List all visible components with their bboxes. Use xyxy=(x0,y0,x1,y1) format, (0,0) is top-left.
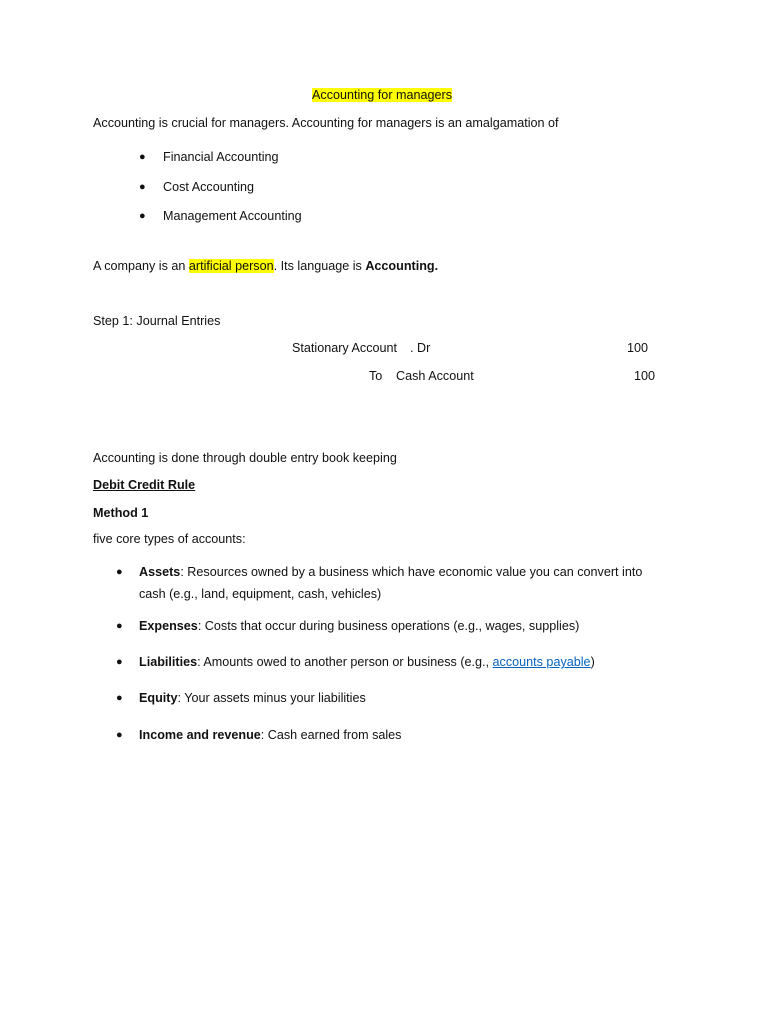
list-item xyxy=(139,728,401,744)
rule-heading: Debit Credit Rule xyxy=(93,478,196,492)
credit-amount: 100 xyxy=(634,369,656,383)
bullet-icon: ● xyxy=(116,656,123,668)
account-term: Assets xyxy=(139,565,181,579)
account-description-end: ) xyxy=(590,655,595,669)
account-term: Equity xyxy=(139,691,178,705)
company-text-middle: . Its language is xyxy=(273,259,366,273)
company-sentence xyxy=(93,259,438,275)
account-description: : Amounts owed to another person or business (e.g., xyxy=(197,655,493,669)
bullet-icon: ● xyxy=(116,729,123,741)
account-term: Liabilities xyxy=(139,655,198,669)
account-description: : Resources owned by a business which have economic value you can convert into xyxy=(180,565,643,579)
method-heading: Method 1 xyxy=(93,506,149,520)
account-term: Expenses xyxy=(139,619,198,633)
bullet-icon: ● xyxy=(116,566,123,578)
highlighted-term: artificial person xyxy=(188,259,274,273)
step-heading: Step 1: Journal Entries xyxy=(93,314,221,328)
account-description: : Your assets minus your liabilities xyxy=(177,691,366,705)
document-title xyxy=(312,88,452,104)
accounts-payable-link[interactable]: accounts payable xyxy=(492,655,591,669)
intro-paragraph: Accounting is crucial for managers. Accounting for managers is an amalgamation of xyxy=(93,116,559,130)
list-item: Cost Accounting xyxy=(163,180,255,194)
bullet-icon: ● xyxy=(116,620,123,632)
list-item: Management Accounting xyxy=(163,209,302,223)
title-text: Accounting for managers xyxy=(312,88,453,102)
types-intro: five core types of accounts: xyxy=(93,532,246,546)
list-item xyxy=(139,655,595,671)
to-label: To xyxy=(369,369,383,383)
bullet-icon: ● xyxy=(139,210,146,222)
list-item xyxy=(139,619,579,635)
bullet-icon: ● xyxy=(139,181,146,193)
account-description-continued: cash (e.g., land, equipment, cash, vehicles) xyxy=(139,587,382,601)
dr-label: . Dr xyxy=(410,341,431,355)
bold-term: Accounting. xyxy=(365,259,439,273)
debit-account: Stationary Account xyxy=(292,341,398,355)
company-text-before: A company is an xyxy=(93,259,189,273)
debit-amount: 100 xyxy=(627,341,649,355)
account-description: : Cash earned from sales xyxy=(260,728,402,742)
list-item xyxy=(139,691,366,707)
double-entry-text: Accounting is done through double entry book keeping xyxy=(93,451,397,465)
list-item xyxy=(139,565,642,581)
account-term: Income and revenue xyxy=(139,728,261,742)
credit-account: Cash Account xyxy=(396,369,474,383)
list-item: Financial Accounting xyxy=(163,150,279,164)
bullet-icon: ● xyxy=(116,692,123,704)
account-description: : Costs that occur during business operations (e.g., wages, supplies) xyxy=(197,619,580,633)
bullet-icon: ● xyxy=(139,151,146,163)
